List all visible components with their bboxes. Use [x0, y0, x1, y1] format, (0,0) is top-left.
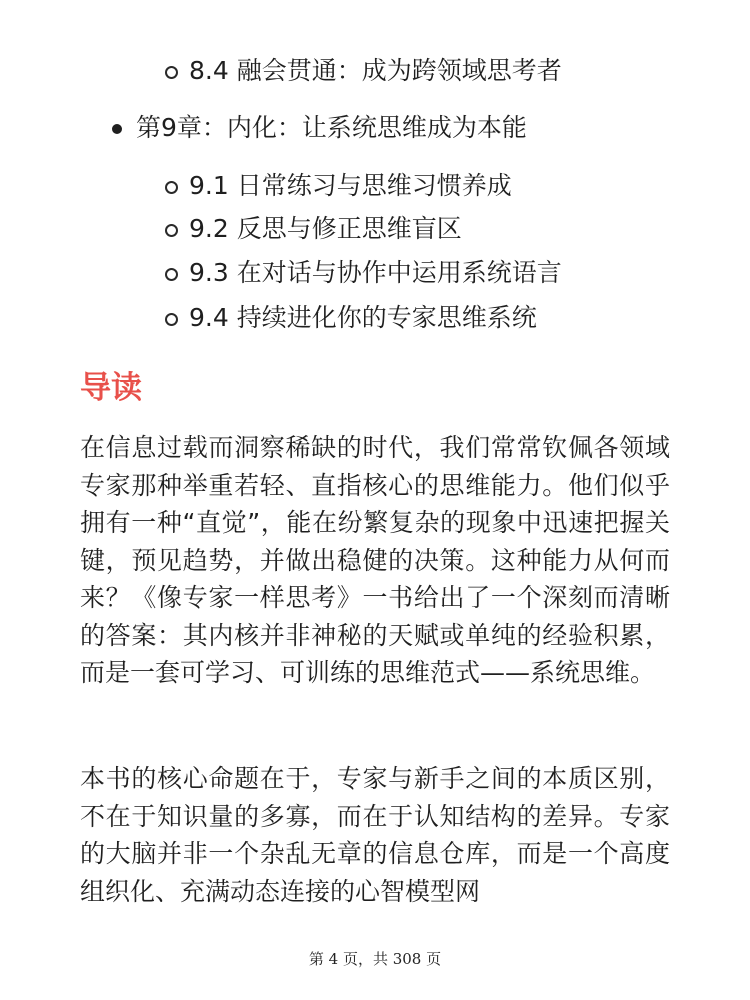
toc-subitem-8-4 [189, 56, 562, 86]
toc-subitem-9-3 [189, 258, 562, 288]
paragraph: 本书的核心命题在于，专家与新手之间的本质区别，不在于知识量的多寡，而在于认知结构的差异。专家的大脑并非一个杂乱无章的信息仓库，而是一个高度组织化、充满动态连接的心智模型网 [80, 764, 670, 906]
paragraph: 在信息过载而洞察稀缺的时代，我们常常钦佩各领域专家那种举重若轻、直指核心的思维能力。他们似乎拥有一种“直觉”，能在纷繁复杂的现象中迅速把握关键，预见趋势，并做出稳健的决策。这种能力从何而来？《像专家一样思考》一书给出了一个深刻而清晰的答案：其内核并非神秘的天赋或单纯的经验积累，而是一套可学习、可训练的思维范式——系统思维。 [80, 433, 670, 687]
section-heading: 导读 [80, 370, 142, 406]
filled-bullet-icon [112, 124, 122, 134]
toc-subitem-label: 9.2 反思与修正思维盲区 [189, 214, 462, 243]
toc-subitem-label: 9.3 在对话与协作中运用系统语言 [189, 258, 562, 287]
toc-subitem-label: 9.1 日常练习与思维习惯养成 [189, 171, 512, 200]
toc-subitem-label: 9.4 持续进化你的专家思维系统 [189, 303, 537, 332]
hollow-bullet-icon [165, 224, 178, 237]
hollow-bullet-icon [165, 66, 178, 79]
hollow-bullet-icon [165, 268, 178, 281]
toc-subitem-label: 8.4 融会贯通：成为跨领域思考者 [189, 56, 562, 85]
toc-chapter-label: 第9章：内化：让系统思维成为本能 [136, 113, 527, 142]
page-number: 第 4 页，共 308 页 [308, 950, 442, 968]
hollow-bullet-icon [165, 313, 178, 326]
hollow-bullet-icon [165, 181, 178, 194]
toc-chapter-9 [136, 113, 527, 143]
toc-subitem-9-1 [189, 171, 512, 201]
toc-subitem-9-4 [189, 303, 537, 333]
toc-subitem-9-2 [189, 214, 462, 244]
